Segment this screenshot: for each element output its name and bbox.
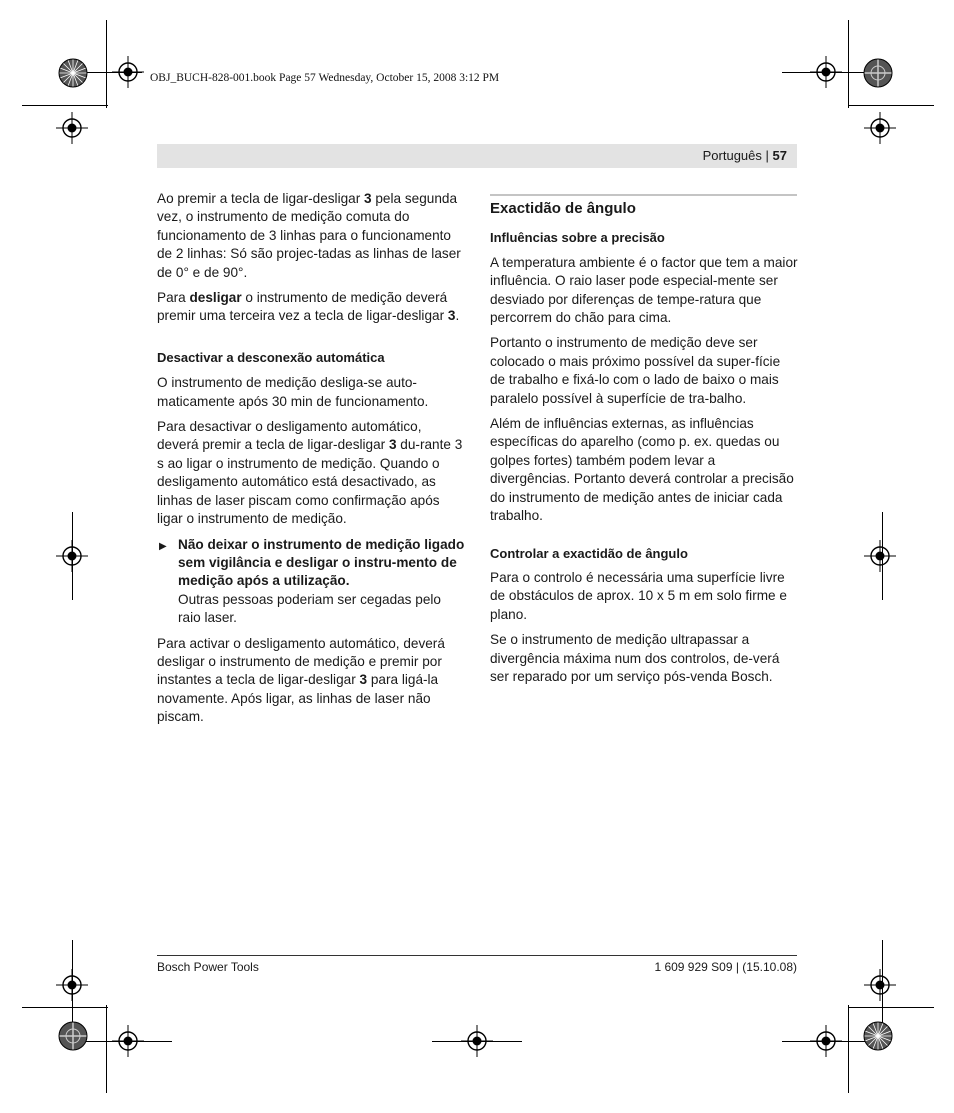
color-target-mark (58, 58, 88, 88)
crop-line (882, 512, 883, 600)
footer-doc-number: 1 609 929 S09 | (15.10.08) (654, 960, 797, 974)
reference-number: 3 (388, 437, 397, 453)
header-separator: | (765, 148, 769, 163)
color-target-mark (863, 58, 893, 88)
crop-line (106, 20, 107, 108)
crop-line (82, 72, 142, 73)
crop-line (22, 105, 108, 106)
footer-brand: Bosch Power Tools (157, 960, 259, 974)
section-heading: Desactivar a desconexão automática (157, 349, 385, 365)
left-column (157, 190, 465, 734)
right-column (490, 200, 798, 693)
crop-line (848, 20, 849, 108)
paragraph: Além de influências externas, as influências específicas do aparelho (como p. ex. quedas ou golpes fortes) também podem levar a divergências. Portanto deverá controlar a precisão do instrumento de medição antes de iniciar cada trabalho. (490, 416, 794, 524)
page-header (703, 148, 787, 163)
crop-line (106, 1005, 107, 1093)
emphasis: desligar (189, 290, 242, 306)
warning-text: Não deixar o instrumento de medição ligado sem vigilância e desligar o instru-mento de medição após a utilização. (178, 536, 465, 589)
triangle-bullet-icon: ▶ (159, 540, 167, 552)
registration-mark (864, 969, 896, 1001)
page-header-bar (157, 144, 797, 168)
header-language: Português (702, 148, 762, 163)
paragraph: Portanto o instrumento de medição deve ser colocado o mais próximo possível da super-fície de trabalho e fixá-lo com o lado de baixo o mais paralelo possível à superfície de tra-balho. (490, 335, 781, 406)
crop-line (22, 1007, 108, 1008)
warning-item (157, 536, 465, 628)
crop-line (882, 940, 883, 1028)
section-title: Exactidão de ângulo (490, 200, 636, 217)
page-number: 57 (772, 148, 787, 163)
subsection-heading: Influências sobre a precisão (490, 230, 665, 246)
paragraph: A temperatura ambiente é o factor que tem a maior influência. O raio laser pode especial-mente ser desviado por diferenças de tempe-ratura que percorrem do chão para cima. (490, 254, 798, 326)
reference-number: 3 (359, 672, 368, 688)
section-rule (490, 194, 797, 196)
color-target-mark (58, 1021, 88, 1051)
paragraph: Para desactivar o desligamento automático, deverá premir a tecla de ligar-desligar 3 du-rante 3 s ao ligar o instrumento de medição. Quando o desligamento automático está desactivado, as linhas de laser piscam como confirmação após ligar o instrumento de medição. (157, 419, 463, 527)
paragraph: Para desligar o instrumento de medição deverá premir uma terceira vez a tecla de ligar-desligar 3. (157, 290, 460, 324)
crop-line (72, 512, 73, 600)
crop-line (432, 1041, 522, 1042)
subsection-heading: Controlar a exactidão de ângulo (490, 545, 688, 561)
reference-number: 3 (447, 308, 456, 324)
registration-mark (864, 112, 896, 144)
registration-mark (864, 540, 896, 572)
crop-line (782, 1041, 872, 1042)
paragraph: Se o instrumento de medição ultrapassar a divergência máxima num dos controlos, de-verá ser reparado por um serviço pós-venda Bosch. (490, 632, 780, 684)
paragraph: Para o controlo é necessária uma superfície livre de obstáculos de aprox. 10 x 5 m em solo firme e plano. (490, 569, 787, 622)
warning-detail: Outras pessoas poderiam ser cegadas pelo raio laser. (178, 591, 441, 626)
crop-line (848, 1007, 934, 1008)
registration-mark (56, 112, 88, 144)
crop-line (82, 1041, 172, 1042)
paragraph: Ao premir a tecla de ligar-desligar 3 pela segunda vez, o instrumento de medição comuta do funcionamento de 3 linhas para o funcionamento de 2 linhas: Só são projec-tadas as linhas de laser de 0° e de 90°. (157, 191, 461, 280)
color-target-mark (863, 1021, 893, 1051)
print-slug: OBJ_BUCH-828-001.book Page 57 Wednesday, October 15, 2008 3:12 PM (150, 72, 500, 84)
paragraph: Para activar o desligamento automático, deverá desligar o instrumento de medição e premir por instantes a tecla de ligar-desligar 3 para ligá-la novamente. Após ligar, as linhas de laser não piscam. (157, 635, 445, 725)
crop-line (848, 105, 934, 106)
reference-number: 3 (364, 191, 372, 206)
crop-line (782, 72, 872, 73)
paragraph: O instrumento de medição desliga-se auto-maticamente após 30 min de funcionamento. (157, 375, 429, 409)
crop-line (72, 940, 73, 1028)
footer-rule (157, 955, 797, 956)
crop-line (848, 1005, 849, 1093)
